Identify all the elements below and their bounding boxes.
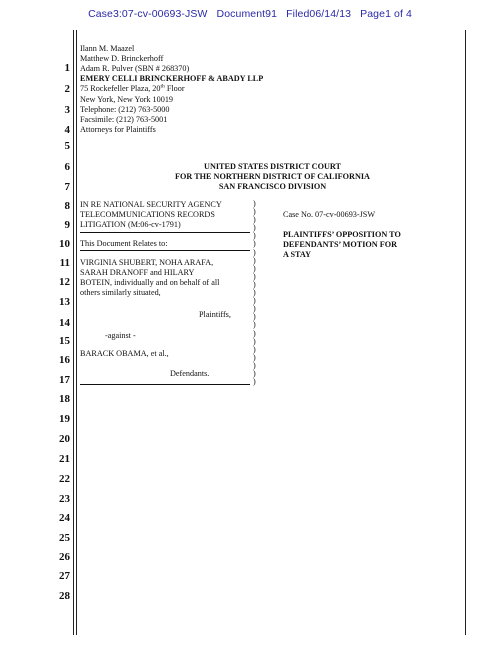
line-number: 4 bbox=[64, 124, 70, 136]
court-name: UNITED STATES DISTRICT COURT bbox=[204, 162, 341, 171]
attorney-name: Ilann M. Maazel bbox=[80, 44, 135, 53]
header-filed-date: Filed06/14/13 bbox=[286, 8, 352, 20]
line-number: 17 bbox=[59, 374, 70, 386]
line-number: 19 bbox=[59, 413, 70, 425]
line-number: 16 bbox=[59, 354, 70, 366]
firm-city: New York, New York 10019 bbox=[80, 95, 174, 104]
line-number: 26 bbox=[59, 551, 70, 563]
line-number: 5 bbox=[64, 140, 70, 152]
caption-defendant: BARACK OBAMA, et al., bbox=[80, 349, 169, 358]
left-margin-rule-inner bbox=[76, 30, 77, 635]
line-number: 13 bbox=[59, 296, 70, 308]
line-number: 6 bbox=[64, 161, 70, 173]
caption-in-re: LITIGATION (M:06-cv-1791) bbox=[80, 220, 181, 229]
caption-in-re: IN RE NATIONAL SECURITY AGENCY bbox=[80, 200, 222, 209]
line-number: 2 bbox=[64, 83, 70, 95]
line-number: 10 bbox=[59, 238, 70, 250]
line-number: 25 bbox=[59, 532, 70, 544]
right-margin-rule bbox=[465, 30, 466, 635]
line-number: 23 bbox=[59, 493, 70, 505]
caption-plaintiffs: BOTEIN, individually and on behalf of all bbox=[80, 278, 220, 287]
line-number: 12 bbox=[59, 276, 70, 288]
court-district: FOR THE NORTHERN DISTRICT OF CALIFORNIA bbox=[175, 172, 370, 181]
caption-plaintiffs: SARAH DRANOFF and HILARY bbox=[80, 268, 195, 277]
document-title: A STAY bbox=[283, 250, 311, 259]
caption-relates-to: This Document Relates to: bbox=[80, 239, 168, 248]
filing-header bbox=[0, 8, 500, 20]
line-number: 11 bbox=[59, 257, 70, 269]
attorney-name: Matthew D. Brinckerhoff bbox=[80, 54, 164, 63]
line-number: 7 bbox=[64, 181, 70, 193]
caption-against: -against - bbox=[105, 331, 136, 340]
court-division: SAN FRANCISCO DIVISION bbox=[218, 182, 327, 191]
line-number: 21 bbox=[59, 453, 70, 465]
line-number: 9 bbox=[64, 219, 70, 231]
caption-plaintiffs-label: Plaintiffs, bbox=[199, 310, 231, 319]
header-case-ref: Case3:07-cv-00693-JSW bbox=[88, 8, 208, 20]
line-number: 18 bbox=[59, 393, 70, 405]
line-number: 28 bbox=[59, 590, 70, 602]
caption-divider bbox=[80, 232, 250, 233]
line-number: 27 bbox=[59, 570, 70, 582]
counsel-role: Attorneys for Plaintiffs bbox=[80, 125, 156, 134]
firm-telephone: Telephone: (212) 763-5000 bbox=[80, 105, 170, 114]
attorney-name: Adam R. Pulver (SBN # 268370) bbox=[80, 64, 190, 73]
header-document-ref: Document91 bbox=[216, 8, 278, 20]
caption-defendants-label: Defendants. bbox=[170, 369, 210, 378]
document-title: PLAINTIFFS’ OPPOSITION TO bbox=[283, 230, 401, 239]
caption-in-re: TELECOMMUNICATIONS RECORDS bbox=[80, 210, 215, 219]
line-number: 22 bbox=[59, 473, 70, 485]
line-number: 15 bbox=[59, 335, 70, 347]
line-number: 24 bbox=[59, 512, 70, 524]
line-number: 8 bbox=[64, 200, 70, 212]
caption-bracket: ) ) ) ) ) ) ) ) ) ) ) ) ) ) ) ) ) ) ) ) ) ) ) bbox=[253, 199, 256, 387]
firm-address: 75 Rockefeller Plaza, 20th Floor bbox=[80, 83, 185, 93]
firm-facsimile: Facsimile: (212) 763-5001 bbox=[80, 115, 168, 124]
case-number: Case No. 07-cv-00693-JSW bbox=[283, 210, 376, 219]
line-number: 1 bbox=[64, 62, 70, 74]
left-margin-rule-outer bbox=[73, 30, 74, 635]
line-number: 20 bbox=[59, 433, 70, 445]
line-number: 14 bbox=[59, 317, 70, 329]
document-title: DEFENDANTS’ MOTION FOR bbox=[283, 240, 398, 249]
law-firm-name: EMERY CELLI BRINCKERHOFF & ABADY LLP bbox=[80, 74, 264, 83]
caption-divider bbox=[80, 250, 250, 251]
caption-bottom-rule bbox=[80, 384, 250, 385]
header-page: Page1 of 4 bbox=[360, 8, 412, 20]
caption-plaintiffs: others similarly situated, bbox=[80, 288, 161, 297]
caption-plaintiffs: VIRGINIA SHUBERT, NOHA ARAFA, bbox=[80, 258, 214, 267]
line-number: 3 bbox=[64, 104, 70, 116]
